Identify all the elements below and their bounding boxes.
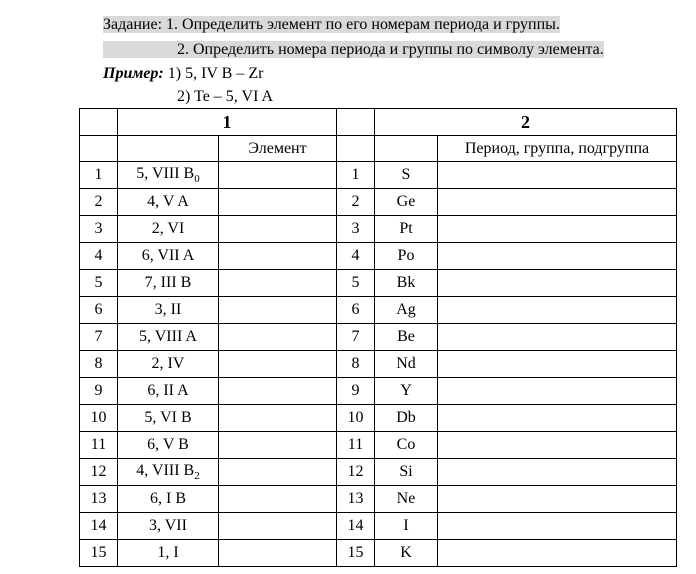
element-symbol: Y	[375, 378, 438, 405]
example-line-2	[177, 87, 273, 106]
table-row	[80, 405, 677, 432]
element-symbol: Ge	[375, 189, 438, 216]
period-group-value	[118, 243, 219, 270]
row-number-2: 12	[337, 459, 375, 486]
period-group-text: 3, II	[154, 301, 182, 318]
period-group-value	[118, 378, 219, 405]
task-text-1: Задание: 1. Определить элемент по его номерам периода и группы.	[103, 16, 560, 33]
section-header-row	[80, 109, 677, 136]
table-row	[80, 297, 677, 324]
element-symbol: Ag	[375, 297, 438, 324]
row-number-2: 8	[337, 351, 375, 378]
period-group-value	[118, 405, 219, 432]
example-text-2: 2) Te – 5, VI A	[177, 88, 274, 105]
period-group-value	[118, 432, 219, 459]
period-group-text: 5, VIII A	[139, 328, 197, 345]
row-number-2: 2	[337, 189, 375, 216]
element-symbol: S	[375, 162, 438, 189]
table-row	[80, 513, 677, 540]
period-group-answer-cell[interactable]	[438, 459, 677, 486]
element-answer-cell[interactable]	[219, 432, 337, 459]
period-group-text: 5, VIII B	[136, 164, 195, 182]
element-symbol: K	[375, 540, 438, 567]
element-answer-cell[interactable]	[219, 297, 337, 324]
element-answer-cell[interactable]	[219, 405, 337, 432]
period-group-text: 6, V B	[147, 436, 189, 453]
period-group-text: 2, VI	[151, 220, 185, 237]
row-number: 13	[80, 486, 118, 513]
period-group-value	[118, 270, 219, 297]
period-group-value	[118, 216, 219, 243]
section-2-title: 2	[375, 109, 677, 136]
task-line-2	[103, 40, 604, 59]
element-symbol: I	[375, 513, 438, 540]
element-answer-cell[interactable]	[219, 513, 337, 540]
element-answer-cell[interactable]	[219, 540, 337, 567]
row-number: 15	[80, 540, 118, 567]
period-group-answer-cell[interactable]	[438, 405, 677, 432]
row-number: 14	[80, 513, 118, 540]
period-group-answer-cell[interactable]	[438, 351, 677, 378]
table-row	[80, 378, 677, 405]
period-group-text: 6, VII A	[141, 247, 195, 264]
table-row	[80, 189, 677, 216]
row-number: 6	[80, 297, 118, 324]
period-group-value	[118, 351, 219, 378]
element-symbol: Co	[375, 432, 438, 459]
row-number: 7	[80, 324, 118, 351]
period-group-value	[118, 540, 219, 567]
period-group-answer-cell[interactable]	[438, 189, 677, 216]
period-group-value	[118, 324, 219, 351]
row-number: 10	[80, 405, 118, 432]
period-group-text: 7, III B	[144, 274, 192, 291]
period-group-text: 6, I B	[150, 490, 186, 507]
period-group-subscript: 2	[194, 470, 200, 483]
table-row	[80, 162, 677, 189]
period-group-text: 3, VII	[149, 517, 187, 534]
row-number-2: 10	[337, 405, 375, 432]
row-number: 1	[80, 162, 118, 189]
element-answer-cell[interactable]	[219, 243, 337, 270]
element-symbol: Pt	[375, 216, 438, 243]
period-group-text: 5, VI B	[144, 409, 192, 426]
period-group-subscript: 0	[194, 173, 200, 186]
period-group-answer-cell[interactable]	[438, 297, 677, 324]
period-group-answer-cell[interactable]	[438, 324, 677, 351]
row-number: 5	[80, 270, 118, 297]
element-answer-cell[interactable]	[219, 270, 337, 297]
section-1-title: 1	[118, 109, 337, 136]
row-number-2: 14	[337, 513, 375, 540]
row-number-2: 3	[337, 216, 375, 243]
row-number: 12	[80, 459, 118, 486]
table-row	[80, 540, 677, 567]
period-group-answer-cell[interactable]	[438, 432, 677, 459]
table-row	[80, 270, 677, 297]
row-number-2: 7	[337, 324, 375, 351]
element-symbol: Po	[375, 243, 438, 270]
row-number-2: 1	[337, 162, 375, 189]
period-group-text: 4, VIII B	[136, 461, 195, 479]
element-answer-cell[interactable]	[219, 324, 337, 351]
period-group-answer-cell[interactable]	[438, 486, 677, 513]
element-symbol: Db	[375, 405, 438, 432]
row-number: 3	[80, 216, 118, 243]
table-row	[80, 432, 677, 459]
table-row	[80, 216, 677, 243]
element-symbol: Be	[375, 324, 438, 351]
task-line-1	[103, 15, 560, 34]
period-group-text: 1, I	[157, 544, 179, 561]
period-group-answer-cell[interactable]	[438, 162, 677, 189]
element-symbol: Ne	[375, 486, 438, 513]
row-number-2: 5	[337, 270, 375, 297]
period-group-value	[118, 189, 219, 216]
element-answer-cell[interactable]	[219, 216, 337, 243]
period-group-text: 6, II A	[147, 382, 189, 399]
element-column-header: Элемент	[219, 136, 337, 162]
element-answer-cell[interactable]	[219, 162, 337, 189]
element-answer-cell[interactable]	[219, 351, 337, 378]
period-group-answer-cell[interactable]	[438, 378, 677, 405]
table-row	[80, 351, 677, 378]
element-symbol: Bk	[375, 270, 438, 297]
task-table	[79, 108, 677, 567]
element-answer-cell[interactable]	[219, 486, 337, 513]
row-number-2: 13	[337, 486, 375, 513]
period-group-value	[118, 459, 219, 486]
row-number: 2	[80, 189, 118, 216]
element-answer-cell[interactable]	[219, 378, 337, 405]
period-group-answer-cell[interactable]	[438, 540, 677, 567]
period-group-value	[118, 162, 219, 189]
element-answer-cell[interactable]	[219, 189, 337, 216]
period-group-value	[118, 297, 219, 324]
element-answer-cell[interactable]	[219, 459, 337, 486]
element-symbol: Si	[375, 459, 438, 486]
example-label: Пример:	[103, 65, 164, 82]
period-group-answer-cell[interactable]	[438, 513, 677, 540]
row-number: 4	[80, 243, 118, 270]
element-symbol: Nd	[375, 351, 438, 378]
period-group-text: 2, IV	[151, 355, 185, 372]
row-number: 8	[80, 351, 118, 378]
row-number-2: 9	[337, 378, 375, 405]
row-number-2: 6	[337, 297, 375, 324]
period-group-answer-cell[interactable]	[438, 243, 677, 270]
row-number: 11	[80, 432, 118, 459]
row-number-2: 4	[337, 243, 375, 270]
period-group-answer-cell[interactable]	[438, 270, 677, 297]
table-row	[80, 324, 677, 351]
example-line-1	[103, 64, 263, 83]
column-header-row	[80, 136, 677, 162]
table-row	[80, 243, 677, 270]
table-row	[80, 486, 677, 513]
period-group-value	[118, 513, 219, 540]
table-row	[80, 459, 677, 486]
row-number: 9	[80, 378, 118, 405]
task-text-2: 2. Определить номера периода и группы по символу элемента.	[177, 41, 604, 58]
row-number-2: 11	[337, 432, 375, 459]
period-group-value	[118, 486, 219, 513]
example-text-1: 1) 5, IV B – Zr	[163, 65, 264, 82]
period-group-column-header: Период, группа, подгруппа	[438, 136, 677, 162]
period-group-text: 4, V A	[147, 193, 189, 210]
period-group-answer-cell[interactable]	[438, 216, 677, 243]
row-number-2: 15	[337, 540, 375, 567]
